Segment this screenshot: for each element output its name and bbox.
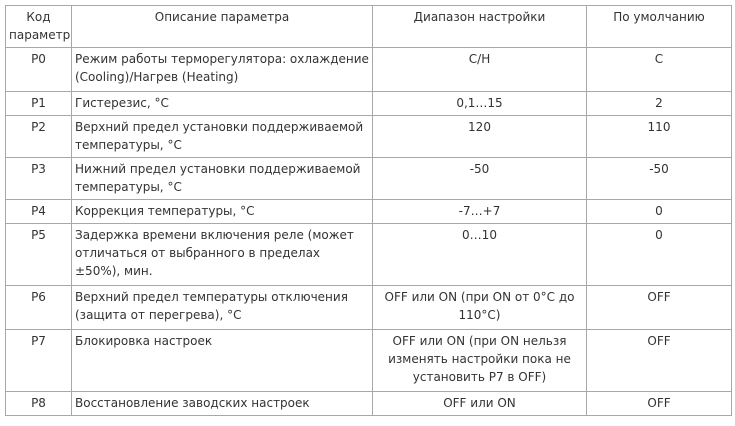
param-description: Гистерезис, °C bbox=[72, 92, 373, 116]
param-description: Верхний предел установки поддерживаемой температуры, °C bbox=[72, 116, 373, 158]
param-default: -50 bbox=[587, 158, 732, 200]
param-range: 120 bbox=[373, 116, 587, 158]
param-description: Верхний предел температуры отключения (защита от перегрева), °C bbox=[72, 286, 373, 330]
param-default: 0 bbox=[587, 200, 732, 224]
param-range: 0,1…15 bbox=[373, 92, 587, 116]
param-description: Восстановление заводских настроек bbox=[72, 392, 373, 416]
param-code: P0 bbox=[6, 48, 72, 92]
param-code: P4 bbox=[6, 200, 72, 224]
header-range: Диапазон настройки bbox=[373, 6, 587, 48]
param-description: Коррекция температуры, °C bbox=[72, 200, 373, 224]
param-code: P8 bbox=[6, 392, 72, 416]
param-description: Задержка времени включения реле (может отличаться от выбранного в пределах ±50%), мин. bbox=[72, 224, 373, 286]
table-row bbox=[6, 330, 732, 392]
param-default: OFF bbox=[587, 392, 732, 416]
table-row bbox=[6, 392, 732, 416]
table-row bbox=[6, 48, 732, 92]
table-row bbox=[6, 92, 732, 116]
param-code: P7 bbox=[6, 330, 72, 392]
param-default: C bbox=[587, 48, 732, 92]
param-range: OFF или ON bbox=[373, 392, 587, 416]
param-description: Нижний предел установки поддерживаемой температуры, °C bbox=[72, 158, 373, 200]
param-range: -7…+7 bbox=[373, 200, 587, 224]
header-code: Код параметр bbox=[6, 6, 72, 48]
parameters-table bbox=[5, 5, 732, 416]
param-range: OFF или ON (при ON нельзя изменять настройки пока не установить P7 в OFF) bbox=[373, 330, 587, 392]
param-range: OFF или ON (при ON от 0°C до 110°C) bbox=[373, 286, 587, 330]
param-range: C/H bbox=[373, 48, 587, 92]
param-default: 110 bbox=[587, 116, 732, 158]
param-code: P3 bbox=[6, 158, 72, 200]
table-row bbox=[6, 286, 732, 330]
header-description: Описание параметра bbox=[72, 6, 373, 48]
param-range: -50 bbox=[373, 158, 587, 200]
param-range: 0…10 bbox=[373, 224, 587, 286]
param-code: P6 bbox=[6, 286, 72, 330]
param-default: OFF bbox=[587, 286, 732, 330]
param-default: 2 bbox=[587, 92, 732, 116]
table-row bbox=[6, 116, 732, 158]
table-row bbox=[6, 200, 732, 224]
param-code: P1 bbox=[6, 92, 72, 116]
param-code: P5 bbox=[6, 224, 72, 286]
param-description: Режим работы терморегулятора: охлаждение (Cooling)/Нагрев (Heating) bbox=[72, 48, 373, 92]
header-default: По умолчанию bbox=[587, 6, 732, 48]
param-description: Блокировка настроек bbox=[72, 330, 373, 392]
param-default: OFF bbox=[587, 330, 732, 392]
table-row bbox=[6, 224, 732, 286]
table-row bbox=[6, 158, 732, 200]
param-code: P2 bbox=[6, 116, 72, 158]
param-default: 0 bbox=[587, 224, 732, 286]
table-header-row bbox=[6, 6, 732, 48]
